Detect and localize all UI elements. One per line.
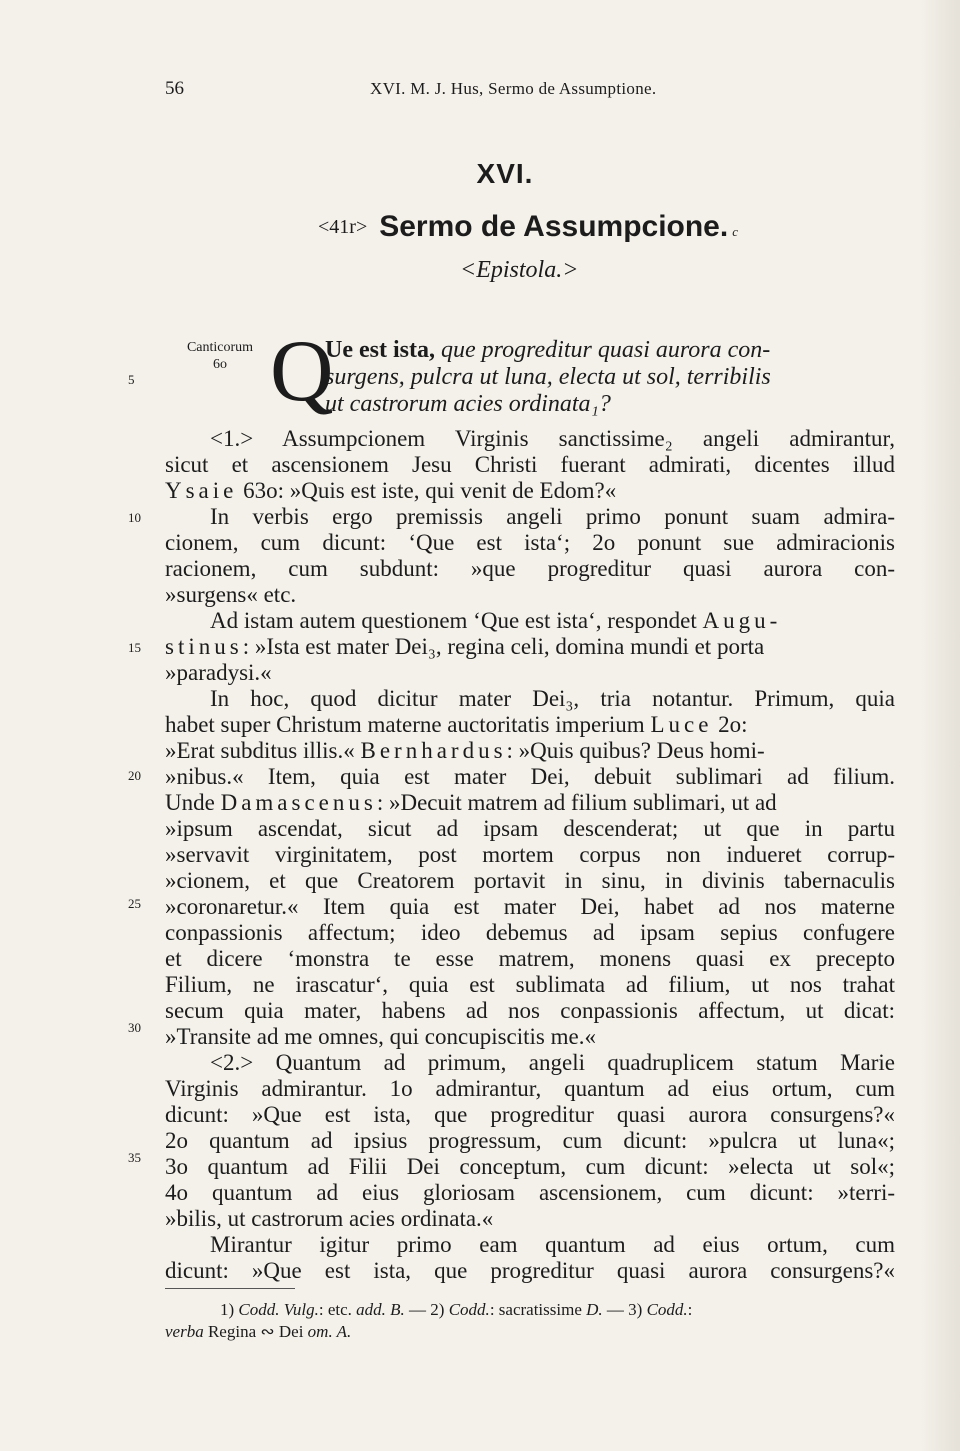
text-line: 3o quantum ad Filii Dei conceptum, cum dicunt: »electa ut sol«; <box>165 1154 895 1179</box>
author-name: Augu- <box>702 608 782 633</box>
text-run: : »Ista est mater Dei₃, regina celi, domina mundi et porta <box>242 634 765 659</box>
text-line: conpassionis affectum; ideo debemus ad ipsam sepius confugere <box>165 920 895 945</box>
lemma-line-1 <box>325 337 770 364</box>
drop-cap: Q <box>270 323 334 420</box>
text-line: 2o quantum ad ipsius progressum, cum dicunt: »pulcra ut luna«; <box>165 1128 895 1153</box>
text-line: »surgens« etc. <box>165 582 297 607</box>
text-line <box>165 633 895 661</box>
line-number: 25 <box>128 896 141 911</box>
fn-text: — 2) <box>404 1300 449 1319</box>
text-line: <2.> Quantum ad primum, angeli quadruplicem statum Marie <box>210 1050 895 1075</box>
line-number: 20 <box>128 768 141 783</box>
text-line: »servavit virginitatem, post mortem corpus non indueret corrup- <box>165 842 895 867</box>
footnote-rule <box>165 1288 295 1289</box>
fn-text: : <box>687 1300 693 1319</box>
text-line <box>165 477 895 505</box>
text-run: : »Decuit matrem ad filium sublimari, ut ad <box>376 790 777 815</box>
text-line: In hoc, quod dicitur mater Dei₃, tria notantur. Primum, quia <box>210 686 895 711</box>
lemma-line-3 <box>325 391 611 418</box>
author-name: Luce <box>650 712 713 737</box>
author-name: Bernhardus <box>360 738 507 763</box>
fn-text: 1) <box>220 1300 239 1319</box>
section-title <box>318 210 738 244</box>
page-number: 56 <box>165 78 184 99</box>
text-line: secum quia mater, habens ad nos conpassionis affectum, ut dicat: <box>165 998 895 1023</box>
lemma-bold: Ue est ista, <box>325 337 435 363</box>
lemma-italic: que progreditur quasi aurora con- <box>440 337 771 363</box>
fn-italic: Codd. Vulg. <box>238 1300 319 1319</box>
text-line <box>165 711 895 739</box>
footnote-line-2 <box>165 1322 351 1342</box>
author-name: Ysaie <box>165 478 238 503</box>
fn-text: — 3) <box>602 1300 647 1319</box>
text-line: racionem, cum subdunt: »que progreditur quasi aurora con- <box>165 556 895 581</box>
text-line: dicunt: »Que est ista, que progreditur quasi aurora consurgens?« <box>165 1102 895 1127</box>
margin-ref-chapter: 6o <box>213 357 227 372</box>
fn-italic: add. B. <box>356 1300 405 1319</box>
lemma-text: ut castrorum acies ordinata₁? <box>325 391 611 417</box>
text-run: »Erat subditus illis.« <box>165 738 361 763</box>
text-line: »Transite ad me omnes, qui concupiscitis me.« <box>165 1024 596 1049</box>
author-name: stinus <box>165 634 243 659</box>
margin-ref-book: Canticorum <box>186 340 254 355</box>
running-header <box>165 78 895 102</box>
text-line <box>210 607 895 635</box>
fn-italic: Codd. <box>448 1300 490 1319</box>
text-run: 2o: <box>712 712 748 737</box>
text-line: »coronaretur.« Item quia est mater Dei, habet ad nos materne <box>165 894 895 919</box>
text-run: habet super Christum materne auctoritatis imperium <box>165 712 651 737</box>
text-line <box>165 789 895 817</box>
text-line: <1.> Assumpcionem Virginis sanctissime₂ angeli admirantur, <box>210 426 895 451</box>
text-line: »cionem, et que Creatorem portavit in sinu, in divinis tabernaculis <box>165 868 895 893</box>
text-run: Unde <box>165 790 221 815</box>
line-number: 5 <box>128 372 135 387</box>
text-line: cionem, cum dicunt: ‘Que est ista‘; 2o ponunt sue admiracionis <box>165 530 895 555</box>
text-line: sicut et ascensionem Jesu Christi fuerant admirati, dicentes illud <box>165 452 895 477</box>
text-line <box>165 737 895 765</box>
text-line: »bilis, ut castrorum acies ordinata.« <box>165 1206 494 1231</box>
line-number: 10 <box>128 510 141 525</box>
text-line: Mirantur igitur primo eam quantum ad eius ortum, cum <box>210 1232 895 1257</box>
text-line: »paradysi.« <box>165 660 272 685</box>
page-edge-shadow <box>920 0 960 1451</box>
running-title: XVI. M. J. Hus, Sermo de Assumptione. <box>370 79 657 98</box>
fn-text: : etc. <box>318 1300 357 1319</box>
text-line: Virginis admirantur. 1o admirantur, quantum ad eius ortum, cum <box>165 1076 895 1101</box>
section-subtitle: <Epistola.> <box>460 257 579 283</box>
text-run: Ad istam autem questionem ‘Que est ista‘, respondet <box>210 608 703 633</box>
text-line: In verbis ergo premissis angeli primo ponunt suam admira- <box>210 504 895 529</box>
fn-text: Regina ∾ Dei <box>203 1322 308 1341</box>
fn-text: : sacratissime <box>489 1300 587 1319</box>
fn-italic: om. A. <box>307 1322 352 1341</box>
section-number: XVI. <box>476 158 534 189</box>
sermon-title: Sermo de Assumpcione. <box>379 210 729 243</box>
fn-italic: D. <box>586 1300 603 1319</box>
fn-italic: verba <box>165 1322 204 1341</box>
text-line: »ipsum ascendat, sicut ad ipsam descenderat; ut que in partu <box>165 816 895 841</box>
lemma-text: surgens, pulcra ut luna, electa ut sol, terribilis <box>325 364 771 390</box>
text-line: Filium, ne irascatur‘, quia est sublimata ad filium, ut nos trahat <box>165 972 895 997</box>
margin-reference <box>165 339 275 373</box>
lemma-line-2 <box>325 364 771 391</box>
fn-italic: Codd. <box>646 1300 688 1319</box>
text-line: dicunt: »Que est ista, que progreditur quasi aurora consurgens?« <box>165 1258 895 1283</box>
line-number: 30 <box>128 1020 141 1035</box>
line-number: 35 <box>128 1150 141 1165</box>
text-line: 4o quantum ad eius gloriosam ascensionem, cum dicunt: »terri- <box>165 1180 895 1205</box>
text-run: : »Quis quibus? Deus homi- <box>506 738 765 763</box>
text-line: »nibus.« Item, quia est mater Dei, debuit sublimari ad filium. <box>165 764 895 789</box>
text-run: 63o: »Quis est iste, qui venit de Edom?« <box>237 478 617 503</box>
folio-marker: <41r> <box>318 216 368 238</box>
footnote-line-1 <box>220 1300 692 1320</box>
line-number: 15 <box>128 640 141 655</box>
title-note: c <box>732 224 738 239</box>
author-name: Damascenus <box>220 790 377 815</box>
text-line: et dicere ‘monstra te esse matrem, monens quasi ex precepto <box>165 946 895 971</box>
